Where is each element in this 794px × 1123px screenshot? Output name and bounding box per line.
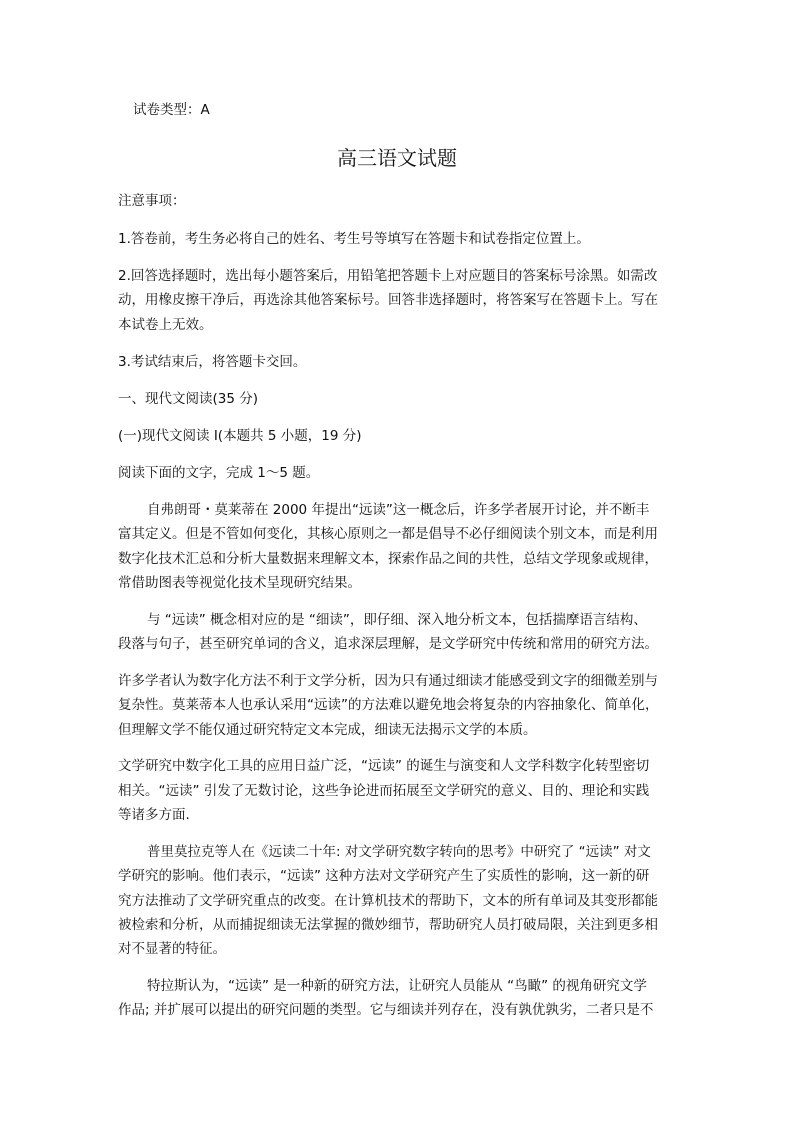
paragraph-6-line-2: 作品; 并扩展可以提出的研究问题的类型。它与细读并列存在，没有孰优孰劣，二者只是不 xyxy=(118,1002,654,1018)
reading-instruction: 阅读下面的文字，完成 1～5 题。 xyxy=(118,465,320,481)
paragraph-3-line-2: 复杂性。莫莱蒂本人也承认采用“远读”的方法难以避免地会将复杂的内容抽象化、简单化， xyxy=(118,697,659,713)
paragraph-2-line-2: 段落与句子，甚至研究单词的含义，追求深层理解，是文学研究中传统和常用的研究方法。 xyxy=(118,636,658,652)
section-heading: 一、现代文阅读(35 分) xyxy=(118,391,259,407)
paragraph-2-line-1: 与 “远读” 概念相对应的是 “细读”，即仔细、深入地分析文本，包括揣摩语言结构、 xyxy=(147,612,647,628)
paragraph-5-line-2: 学研究的影响。他们表示，“远读” 这种方法对文学研究产生了实质性的影响，这一新的研 xyxy=(118,868,650,884)
paragraph-5-line-1: 普里莫拉克等人在《远读二十年: 对文学研究数字转向的思考》中研究了 “远读” 对文 xyxy=(147,844,651,860)
paragraph-3-line-3: 但理解文学不能仅通过研究特定文本完成，细读无法揭示文学的本质。 xyxy=(118,722,537,738)
paragraph-6-line-1: 特拉斯认为，“远读” 是一种新的研究方法，让研究人员能从 “鸟瞰” 的视角研究文学 xyxy=(147,978,647,994)
note-item-1: 1.答卷前，考生务必将自己的姓名、考生号等填写在答题卡和试卷指定位置上。 xyxy=(118,231,590,247)
notes-heading: 注意事项： xyxy=(118,193,186,209)
note-item-2-line-1: 2.回答选择题时，选出每小题答案后，用铅笔把答题卡上对应题目的答案标号涂黑。如需改 xyxy=(118,268,658,284)
note-item-2-line-3: 本试卷上无效。 xyxy=(118,317,213,333)
paragraph-3-line-1: 许多学者认为数字化方法不利于文学分析，因为只有通过细读才能感受到文字的细微差别与 xyxy=(118,673,658,689)
paragraph-1-line-2: 富其定义。但是不管如何变化，其核心原则之一都是倡导不必仔细阅读个别文本，而是利用 xyxy=(118,526,658,542)
paragraph-4-line-3: 等诸多方面. xyxy=(118,807,190,823)
subsection-heading: (一)现代文阅读 I(本题共 5 小题，19 分) xyxy=(118,428,362,444)
paragraph-4-line-1: 文学研究中数字化工具的应用日益广泛，“远读” 的诞生与演变和人文学科数字化转型密切 xyxy=(118,758,650,774)
paragraph-4-line-2: 相关。“远读” 引发了无数讨论，这些争论进而拓展至文学研究的意义、目的、理论和实践 xyxy=(118,783,650,799)
paragraph-1-line-4: 常借助图表等视觉化技术呈现研究结果。 xyxy=(118,575,361,591)
note-item-2-line-2: 动，用橡皮擦干净后，再选涂其他答案标号。回答非选择题时，将答案写在答题卡上。写在 xyxy=(118,292,658,308)
note-item-3: 3.考试结束后，将答题卡交回。 xyxy=(118,354,307,370)
paragraph-5-line-3: 究方法推动了文学研究重点的改变。在计算机技术的帮助下，文本的所有单词及其变形都能 xyxy=(118,893,658,909)
paragraph-1-line-1: 自弗朗哥・莫莱蒂在 2000 年提出“远读”这一概念后，许多学者展开讨论，并不断丰 xyxy=(147,502,650,518)
paper-type-label: 试卷类型：A xyxy=(133,102,210,118)
paragraph-5-line-5: 对不显著的特征。 xyxy=(118,941,226,957)
paragraph-5-line-4: 被检索和分析，从而捕捉细读无法掌握的微妙细节，帮助研究人员打破局限，关注到更多相 xyxy=(118,917,658,933)
paragraph-1-line-3: 数字化技术汇总和分析大量数据来理解文本，探索作品之间的共性，总结文学现象或规律， xyxy=(118,551,658,567)
page-title: 高三语文试题 xyxy=(337,146,457,170)
